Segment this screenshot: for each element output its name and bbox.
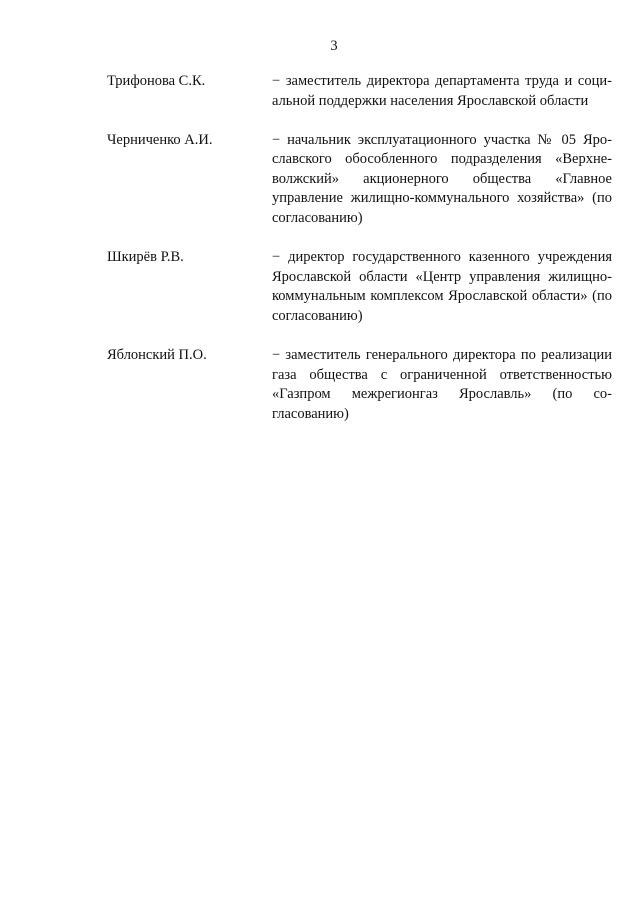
member-row — [107, 131, 612, 229]
member-row — [107, 346, 612, 424]
member-name: Шкирёв Р.В. — [107, 249, 184, 266]
member-name: Черниченко А.И. — [107, 131, 213, 148]
member-name: Трифонова С.К. — [107, 73, 206, 89]
member-row — [107, 72, 612, 111]
member-role: − директор государственного казенного учреждения Ярославской области «Центр управления жилищно-коммунальным комплексом Ярославской области» (по согласованию) — [272, 249, 612, 324]
member-row — [107, 248, 612, 326]
page-number: 3 — [330, 38, 338, 54]
member-list — [107, 72, 612, 444]
member-role: − начальник эксплуатационного участка № 05 Ярославского обособленного подразделения «Верхневолжский» акционерного общества «Главное управление жилищно-коммунального хозяйства» (по согласованию) — [272, 131, 612, 227]
member-role: − заместитель директора департамента труда и социальной поддержки населения Ярославской области — [272, 73, 612, 109]
member-role: − заместитель генерального директора по реализации газа общества с ограниченной ответственностью «Газпром межрегионгаз Ярославль» (по согласованию) — [272, 347, 612, 422]
member-name: Яблонский П.О. — [107, 347, 207, 364]
